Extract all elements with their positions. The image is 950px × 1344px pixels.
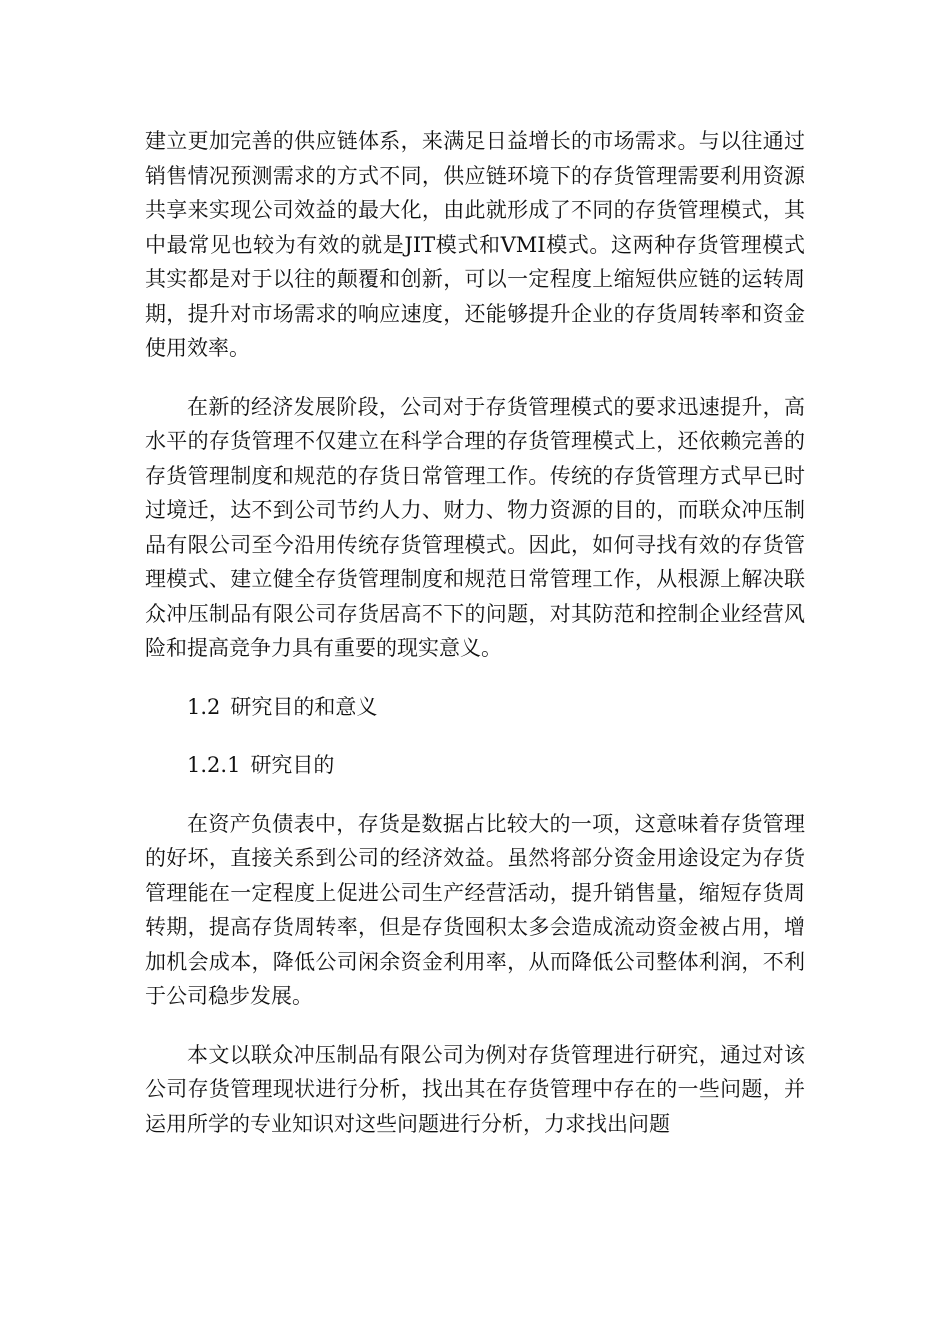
section-number: 1.2	[187, 694, 221, 719]
section-title: 研究目的和意义	[230, 694, 378, 719]
paragraph-inventory-requirements: 在新的经济发展阶段，公司对于存货管理模式的要求迅速提升，高水平的存货管理不仅建立在科学合理的存货管理模式上，还依赖完善的存货管理制度和规范的存货日常管理工作。传统的存货管理方式早已时过境迁，达不到公司节约人力、财力、物力资源的目的，而联众冲压制品有限公司至今沿用传统存货管理模式。因此，如何寻找有效的存货管理模式、建立健全存货管理制度和规范日常管理工作，从根源上解决联众冲压制品有限公司存货居高不下的问题，对其防范和控制企业经营风险和提高竞争力具有重要的现实意义。	[145, 394, 805, 660]
paragraph-research-purpose: 在资产负债表中，存货是数据占比较大的一项，这意味着存货管理的好坏，直接关系到公司的经济效益。虽然将部分资金用途设定为存货管理能在一定程度上促进公司生产经营活动，提升销售量，缩短存货周转期，提高存货周转率，但是存货囤积太多会造成流动资金被占用，增加机会成本，降低公司闲余资金利用率，从而降低公司整体利润，不利于公司稳步发展。	[145, 811, 805, 1008]
section-heading	[187, 690, 805, 725]
paragraph-research-approach: 本文以联众冲压制品有限公司为例对存货管理进行研究，通过对该公司存货管理现状进行分析，找出其在存货管理中存在的一些问题，并运用所学的专业知识对这些问题进行分析，力求找出问题	[145, 1042, 805, 1136]
subsection-title: 研究目的	[250, 753, 335, 777]
paragraph-continuation: 建立更加完善的供应链体系，来满足日益增长的市场需求。与以往通过销售情况预测需求的方式不同，供应链环境下的存货管理需要利用资源共享来实现公司效益的最大化，由此就形成了不同的存货管理模式，其中最常见也较为有效的就是JIT模式和VMI模式。这两种存货管理模式其实都是对于以往的颠覆和创新，可以一定程度上缩短供应链的运转周期，提升对市场需求的响应速度，还能够提升企业的存货周转率和资金使用效率。	[145, 129, 805, 360]
subsection-heading	[187, 748, 805, 783]
subsection-number: 1.2.1	[187, 753, 241, 777]
document-body	[145, 124, 805, 1141]
